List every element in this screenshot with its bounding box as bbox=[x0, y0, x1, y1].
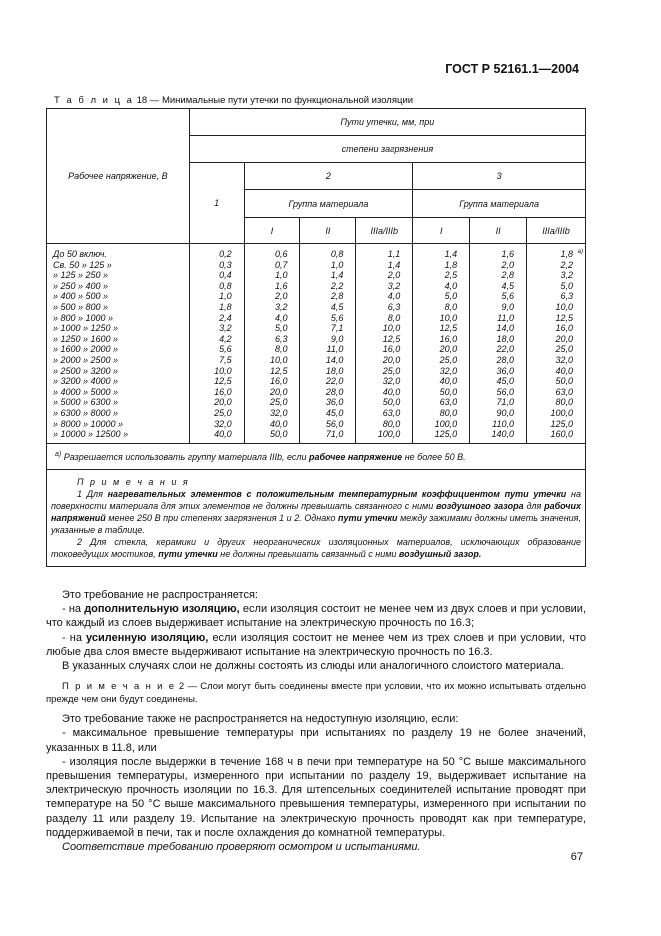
table-cell: 7,1 bbox=[330, 323, 344, 334]
table-cell: 18,0 bbox=[325, 365, 344, 376]
table-cell: 6,3 bbox=[387, 301, 401, 312]
table-cell: 160,0 bbox=[550, 429, 573, 440]
table-caption-text: 18 — Минимальные пути утечки по функциональной изоляции bbox=[136, 95, 414, 106]
table-cell: » 500 » 800 » bbox=[53, 301, 109, 312]
table-cell: 110,0 bbox=[492, 418, 515, 429]
table-cell: 4,0 bbox=[444, 280, 458, 291]
table-cell: 11,0 bbox=[497, 312, 515, 323]
table-cell: 5,0 bbox=[560, 280, 573, 291]
para-8: Соответствие требованию проверяют осмотром и испытаниями. bbox=[62, 841, 421, 854]
table-cell: 40,0 bbox=[269, 418, 288, 429]
table-cell: 1,0 bbox=[274, 270, 288, 281]
table-cell: 1,4 bbox=[444, 249, 458, 259]
table-cell: 125,0 bbox=[434, 429, 458, 440]
table-cell: 50,0 bbox=[439, 386, 458, 397]
table-cell: 1,1 bbox=[387, 249, 401, 259]
creepage-table bbox=[46, 108, 586, 567]
table-caption bbox=[54, 95, 413, 106]
table-cell: » 6300 » 8000 » bbox=[53, 407, 119, 418]
table-cell: 22,0 bbox=[325, 376, 344, 387]
table-cell: 6,3 bbox=[274, 333, 288, 344]
table-cell: 11,0 bbox=[326, 344, 344, 355]
header-degree-3: 3 bbox=[413, 163, 586, 190]
table-cell: 12,5 bbox=[269, 365, 288, 376]
header-degree-2: 2 bbox=[244, 163, 413, 190]
table-cell: 63,0 bbox=[555, 386, 573, 397]
table-cell: 28,0 bbox=[325, 386, 344, 397]
header-3-II: II bbox=[470, 218, 527, 244]
table-cell: 50,0 bbox=[382, 397, 401, 408]
header-material-group-3: Группа материала bbox=[413, 190, 586, 218]
table-cell: 25,0 bbox=[382, 365, 401, 376]
body-text bbox=[46, 588, 586, 854]
table-cell: 10,0 bbox=[382, 323, 401, 334]
table-cell: 8,0 bbox=[444, 301, 458, 312]
para-2: - на дополнительную изоляцию, если изоляция состоит не менее чем из двух слоев и при условии, что каждый из слоев выдерживает испытание на электрическую прочность по 16.3; bbox=[46, 603, 587, 630]
col-3-III bbox=[527, 244, 586, 444]
table-cell: 2,8 bbox=[330, 291, 344, 302]
table-cell: 10,0 bbox=[555, 301, 573, 312]
table-cell: » 250 » 400 » bbox=[53, 280, 109, 291]
table-cell: 90,0 bbox=[496, 407, 515, 418]
table-cell: 5,6 bbox=[501, 291, 515, 302]
table-cell: » 125 » 250 » bbox=[53, 270, 109, 281]
table-cell: 20,0 bbox=[214, 397, 232, 408]
table-cell: 2,0 bbox=[501, 259, 515, 270]
table-cell: 4,5 bbox=[501, 280, 515, 291]
col-degree-1 bbox=[189, 244, 244, 444]
table-cell: 36,0 bbox=[325, 397, 344, 408]
table-cell: 2,2 bbox=[330, 280, 344, 291]
table-cell: 0,2 bbox=[219, 249, 232, 259]
note-2: 2 Для стекла, керамики и других неорганических изоляционных материалов, исключающих образование токоведущих мостиков, пути утечки не должны превышать связанный с ними воздушный зазор. bbox=[51, 537, 581, 559]
table-cell: 16,0 bbox=[439, 333, 458, 344]
table-cell: 10,0 bbox=[269, 354, 288, 365]
header-material-group-2: Группа материала bbox=[244, 190, 413, 218]
table-cell: 20,0 bbox=[555, 333, 573, 344]
table-cell: 12,5 bbox=[382, 333, 401, 344]
table-cell: 2,8 bbox=[501, 270, 515, 281]
table-cell: 32,0 bbox=[214, 418, 232, 429]
table-cell: 4,5 bbox=[330, 301, 344, 312]
table-cell: 32,0 bbox=[269, 407, 288, 418]
table-cell: 45,0 bbox=[496, 376, 515, 387]
table-cell: 2,4 bbox=[219, 312, 232, 323]
table-cell: 50,0 bbox=[555, 376, 573, 387]
table-cell: 100,0 bbox=[434, 418, 458, 429]
table-cell: 25,0 bbox=[439, 354, 458, 365]
table-cell: 5,0 bbox=[444, 291, 458, 302]
table-cell: 25,0 bbox=[269, 397, 288, 408]
table-cell: 80,0 bbox=[382, 418, 401, 429]
page-number: 67 bbox=[570, 851, 583, 863]
table-cell: 1,4 bbox=[330, 270, 344, 281]
table-cell: 80,0 bbox=[555, 397, 573, 408]
table-cell: 1,8 а) bbox=[560, 249, 583, 259]
header-degree-1: 1 bbox=[189, 163, 244, 244]
table-cell: 63,0 bbox=[382, 407, 401, 418]
table-cell: 12,5 bbox=[214, 376, 232, 387]
header-2-I: I bbox=[244, 218, 300, 244]
table-cell: 16,0 bbox=[214, 386, 232, 397]
table-cell: 2,2 bbox=[560, 259, 573, 270]
table-cell: 5,6 bbox=[330, 312, 344, 323]
table-cell: 16,0 bbox=[555, 323, 573, 334]
table-cell: 56,0 bbox=[496, 386, 515, 397]
table-cell: 125,0 bbox=[550, 418, 573, 429]
table-cell: » 10000 » 12500 » bbox=[53, 429, 129, 440]
table-cell: 20,0 bbox=[439, 344, 458, 355]
table-cell: 10,0 bbox=[439, 312, 458, 323]
table-cell: 1,8 bbox=[444, 259, 458, 270]
table-cell: 22,0 bbox=[496, 344, 515, 355]
table-cell: 2,0 bbox=[387, 270, 401, 281]
table-cell: » 1600 » 2000 » bbox=[53, 344, 119, 355]
table-cell: 16,0 bbox=[382, 344, 401, 355]
notes-title: П р и м е ч а н и я bbox=[77, 477, 190, 487]
table-cell: 1,6 bbox=[274, 280, 288, 291]
table-cell: 12,5 bbox=[439, 323, 458, 334]
header-pollution-degree: степени загрязнения bbox=[189, 136, 585, 163]
document-header: ГОСТ Р 52161.1—2004 bbox=[445, 62, 579, 76]
table-cell: 6,3 bbox=[560, 291, 573, 302]
table-cell: 25,0 bbox=[214, 407, 232, 418]
table-cell: 0,6 bbox=[274, 249, 288, 259]
table-cell: 20,0 bbox=[269, 386, 288, 397]
table-notes bbox=[47, 470, 586, 567]
voltage-column bbox=[47, 244, 190, 444]
table-cell: 20,0 bbox=[382, 354, 401, 365]
table-cell: 16,0 bbox=[269, 376, 288, 387]
table-cell: 71,0 bbox=[496, 397, 515, 408]
table-cell: 12,5 bbox=[555, 312, 573, 323]
table-cell: 32,0 bbox=[382, 376, 401, 387]
footnote-marker: а) bbox=[55, 451, 62, 458]
table-cell: » 5000 » 6300 » bbox=[53, 397, 119, 408]
header-creepage: Пути утечки, мм, при bbox=[189, 109, 585, 136]
table-cell: » 2500 » 3200 » bbox=[53, 365, 119, 376]
table-cell: 3,2 bbox=[219, 323, 232, 334]
table-cell: 14,0 bbox=[496, 323, 515, 334]
table-cell: 4,0 bbox=[274, 312, 288, 323]
table-cell: 2,5 bbox=[444, 270, 458, 281]
table-cell: 1,0 bbox=[330, 259, 344, 270]
table-cell: 40,0 bbox=[439, 376, 458, 387]
para-1: Это требование не распространяется: bbox=[62, 589, 258, 601]
table-cell: 18,0 bbox=[496, 333, 515, 344]
table-cell: 32,0 bbox=[439, 365, 458, 376]
table-cell: 56,0 bbox=[325, 418, 344, 429]
col-3-II bbox=[470, 244, 527, 444]
table-cell: 1,4 bbox=[387, 259, 401, 270]
table-cell: 0,8 bbox=[330, 249, 344, 259]
table-cell: 2,0 bbox=[274, 291, 288, 302]
table-cell: 0,4 bbox=[219, 270, 232, 281]
header-2-II: II bbox=[300, 218, 356, 244]
table-cell: До 50 включ. bbox=[53, 249, 107, 259]
para-4: В указанных случаях слои не должны состоять из слюды или аналогичного слоистого материала. bbox=[62, 660, 564, 673]
header-2-III: IIIa/IIIb bbox=[356, 218, 413, 244]
header-voltage: Рабочее напряжение, В bbox=[47, 109, 190, 244]
table-cell: 3,2 bbox=[274, 301, 288, 312]
table-cell: » 4000 » 5000 » bbox=[53, 386, 119, 397]
table-cell: 100,0 bbox=[550, 407, 573, 418]
table-cell: 50,0 bbox=[269, 429, 288, 440]
table-cell: 25,0 bbox=[555, 344, 573, 355]
table-cell: 5,0 bbox=[274, 323, 288, 334]
table-cell: 1,6 bbox=[501, 249, 515, 259]
para-5: Это требование также не распространяется на недоступную изоляцию, если: bbox=[62, 713, 459, 726]
table-cell: 28,0 bbox=[496, 354, 515, 365]
table-footnote: $^{а)}$ Разрешается использовать группу материала IIIb, если рабочее напряжение не более 50 В. bbox=[47, 444, 586, 470]
para-3: - на усиленную изоляцию, если изоляция состоит не менее чем из трех слоев и при условии, что любые два слоя вместе выдерживают испытание на электрическую прочность по 16.3. bbox=[46, 631, 586, 658]
header-3-I: I bbox=[413, 218, 470, 244]
table-cell: 0,7 bbox=[274, 259, 288, 270]
table-cell: 140,0 bbox=[491, 429, 515, 440]
table-cell: 1,0 bbox=[219, 291, 232, 302]
table-cell: 40,0 bbox=[555, 365, 573, 376]
table-cell: 40,0 bbox=[382, 386, 401, 397]
note-1: 1 Для нагревательных элементов с положительным температурным коэффициентом пути утечки на поверхности материала для этих элементов не должны превышать связанного с ними воздушного зазора для рабочих напряжений менее 250 В при степенях загрязнения 1 и 2. Однако пути утечки между зажимами должны иметь значения, указанные в таблице. bbox=[51, 489, 581, 535]
body-note: П р и м е ч а н и е 2 — Слои могут быть соединены вместе при условии, что их можно испытывать отдельно прежде чем они будут соединены. bbox=[46, 681, 587, 705]
table-cell: 1,8 bbox=[219, 301, 232, 312]
table-cell: » 1000 » 1250 » bbox=[53, 323, 119, 334]
table-cell: » 2000 » 2500 » bbox=[53, 354, 119, 365]
table-cell: 14,0 bbox=[325, 354, 344, 365]
table-cell: 40,0 bbox=[214, 429, 232, 440]
col-2-II bbox=[300, 244, 356, 444]
table-cell: 4,0 bbox=[387, 291, 401, 302]
col-2-III bbox=[356, 244, 413, 444]
table-cell: » 8000 » 10000 » bbox=[53, 418, 124, 429]
table-cell: 9,0 bbox=[330, 333, 344, 344]
table-caption-prefix: Т а б л и ц а bbox=[54, 95, 134, 106]
table-cell: 45,0 bbox=[325, 407, 344, 418]
table-cell: 32,0 bbox=[555, 354, 573, 365]
para-7: - изоляция после выдержки в течение 168 ч в печи при температуре на 50 °С выше максимального превышения температуры, измеренного при испытании по разделу 19, выдерживает испытание на электрическую прочность изоляции по 16.3. Для штепсельных соединителей испытание проводят при температуре на 50 °С выше максимального превышения температуры, измеренного при испытании по разделу 11 или разделу 19. Испытание на электрическую прочность проводят как при температуре, поддерживаемой в печи, так и после охлаждения до комнатной температуры. bbox=[46, 755, 586, 839]
table-cell: 8,0 bbox=[387, 312, 401, 323]
col-2-I bbox=[244, 244, 300, 444]
table-cell: 7,5 bbox=[219, 354, 232, 365]
col-3-I bbox=[413, 244, 470, 444]
table-cell: 8,0 bbox=[274, 344, 288, 355]
table-cell: » 400 » 500 » bbox=[53, 291, 109, 302]
table-cell: 0,8 bbox=[219, 280, 232, 291]
table-cell: 5,6 bbox=[219, 344, 232, 355]
table-cell: 3,2 bbox=[560, 270, 573, 281]
para-6: - максимальное превышение температуры при испытаниях по разделу 19 не более значений, указанных в 11.8, или bbox=[46, 727, 586, 754]
footnote-marker: а) bbox=[577, 249, 583, 255]
header-3-III: IIIa/IIIb bbox=[527, 218, 586, 244]
table-cell: » 1250 » 1600 » bbox=[53, 333, 119, 344]
table-cell: 80,0 bbox=[439, 407, 458, 418]
table-cell: » 800 » 1000 » bbox=[53, 312, 114, 323]
table-cell: 71,0 bbox=[325, 429, 344, 440]
table-cell: 10,0 bbox=[214, 365, 232, 376]
table-cell: 0,3 bbox=[219, 259, 232, 270]
table-cell: 36,0 bbox=[496, 365, 515, 376]
table-cell: 3,2 bbox=[387, 280, 401, 291]
table-cell: 100,0 bbox=[377, 429, 401, 440]
table-cell: Св. 50 » 125 » bbox=[53, 259, 112, 270]
table-cell: 63,0 bbox=[439, 397, 458, 408]
table-cell: » 3200 » 4000 » bbox=[53, 376, 119, 387]
table-cell: 4,2 bbox=[219, 333, 232, 344]
table-cell: 9,0 bbox=[501, 301, 515, 312]
